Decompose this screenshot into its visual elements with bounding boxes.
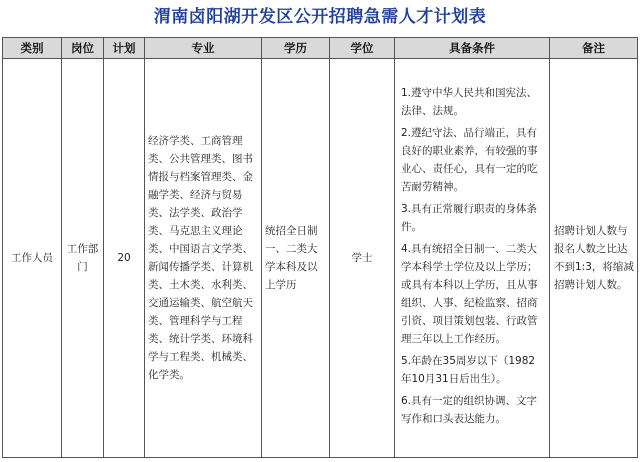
major-cell — [145, 59, 262, 458]
category-value: 工作人员 — [11, 252, 53, 264]
education-value: 统招全日制一、二类大学本科及以上学历 — [265, 225, 318, 291]
header-education: 学历 — [262, 38, 330, 59]
header-plan: 计划 — [104, 38, 145, 59]
position-value: 工作部门 — [66, 243, 99, 273]
requirement-item: 3.具有正常履行职责的身体条件。 — [401, 203, 538, 233]
header-row — [3, 38, 638, 59]
plan-value: 20 — [117, 252, 131, 264]
degree-cell — [330, 59, 395, 458]
position-cell — [62, 59, 104, 458]
category-cell — [3, 59, 62, 458]
note-value: 招聘计划人数与报名人数之比达不到1:3，将缩减招聘计划人数。 — [554, 225, 634, 291]
recruitment-plan-table — [2, 37, 638, 458]
requirement-item: 6.具有一定的组织协调、文字写作和口头表达能力。 — [401, 395, 538, 425]
requirement-item: 4.具有统招全日制一、二类大学本科学士学位及以上学历；或具有本科以上学历，且从事组织、人事、纪检监察、招商引资、项目策划包装、行政管理三年以上工作经历。 — [401, 243, 538, 345]
table-row — [3, 59, 638, 458]
requirement-item: 2.遵纪守法、品行端正，具有良好的职业素养，有较强的事业心、责任心，具有一定的吃苦耐劳精神。 — [401, 127, 538, 193]
page-title: 渭南卤阳湖开发区公开招聘急需人才计划表 — [153, 7, 487, 27]
major-value: 经济学类、工商管理类、公共管理类、图书情报与档案管理类、金融学类、经济与贸易类、法学类、政治学类、马克思主义理论类、中国语言文学类、新闻传播学类、计算机类、土木类、水利类、交通运输类、航空航天类、管理科学与工程类、统计学类、环境科学与工程类、机械类、化学类。 — [148, 135, 253, 381]
education-cell — [262, 59, 330, 458]
requirements-list — [395, 82, 549, 434]
requirement-item: 1.遵守中华人民共和国宪法、法律、法规。 — [401, 87, 538, 117]
header-position: 岗位 — [62, 38, 104, 59]
requirement-item: 5.年龄在35周岁以下（1982年10月31日后出生）。 — [401, 355, 536, 385]
degree-value: 学士 — [351, 252, 373, 264]
header-major: 专业 — [145, 38, 262, 59]
header-note: 备注 — [550, 38, 638, 59]
header-requirements: 具备条件 — [395, 38, 550, 59]
plan-cell — [104, 59, 145, 458]
requirements-cell — [395, 59, 550, 458]
note-cell — [550, 59, 638, 458]
header-degree: 学位 — [330, 38, 395, 59]
header-category: 类别 — [3, 38, 62, 59]
